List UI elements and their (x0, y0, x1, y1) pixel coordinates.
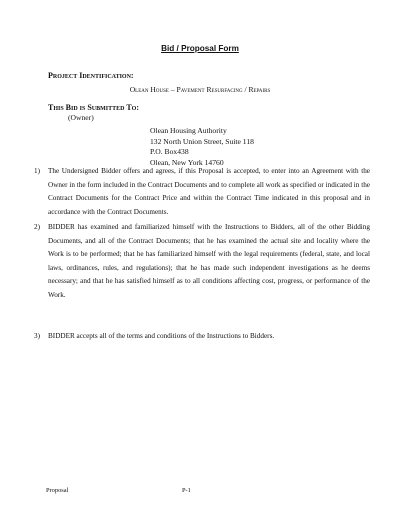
owner-address (150, 126, 254, 168)
bid-submitted-label: This Bid is Submitted To: (48, 103, 139, 112)
address-line: P.O. Box438 (150, 147, 189, 157)
project-name: Olean House – Pavement Resurfacing / Repairs (129, 85, 271, 94)
footer-label: Proposal (46, 487, 69, 494)
numbered-paragraph (34, 330, 370, 344)
paragraph-number: 2) (34, 223, 40, 231)
project-identification-label: Project Identification: (48, 71, 134, 80)
paragraph-text: BIDDER has examined and familiarized himself with the Instructions to Bidders, all of the other Bidding Documents, and all of the Contract Documents; that he has examined the actual site and locality where the Work is to be performed; that he has familiarized himself with the legal requirements (federal, state, and local laws, ordinances, rules, and regulations); that he has made such independent investigations as he deems necessary; and that he has satisfied himself as to all conditions affecting cost, progress, or performance of the Work. (48, 223, 370, 299)
paragraph-text: BIDDER accepts all of the terms and conditions of the Instructions to Bidders. (48, 332, 275, 340)
numbered-paragraph (34, 221, 370, 303)
address-line: 132 North Union Street, Suite 118 (150, 136, 254, 146)
paragraph-text: The Undersigned Bidder offers and agrees, if this Proposal is accepted, to enter into an Agreement with the Owner in the form included in the Contract Documents and to complete all work as specified or indicated in the Contract Documents for the Contract Price and within the Contract Time indicated in this proposal and in accordance with the Contract Documents. (48, 167, 370, 216)
page-title: Bid / Proposal Form (161, 44, 239, 53)
paragraph-number: 1) (34, 167, 40, 175)
page-number: P-1 (182, 487, 191, 494)
address-line: Olean, New York 14760 (150, 157, 224, 167)
owner-label: (Owner) (68, 113, 94, 122)
address-line: Olean Housing Authority (150, 126, 227, 135)
numbered-paragraph (34, 165, 370, 219)
paragraph-number: 3) (34, 332, 40, 340)
